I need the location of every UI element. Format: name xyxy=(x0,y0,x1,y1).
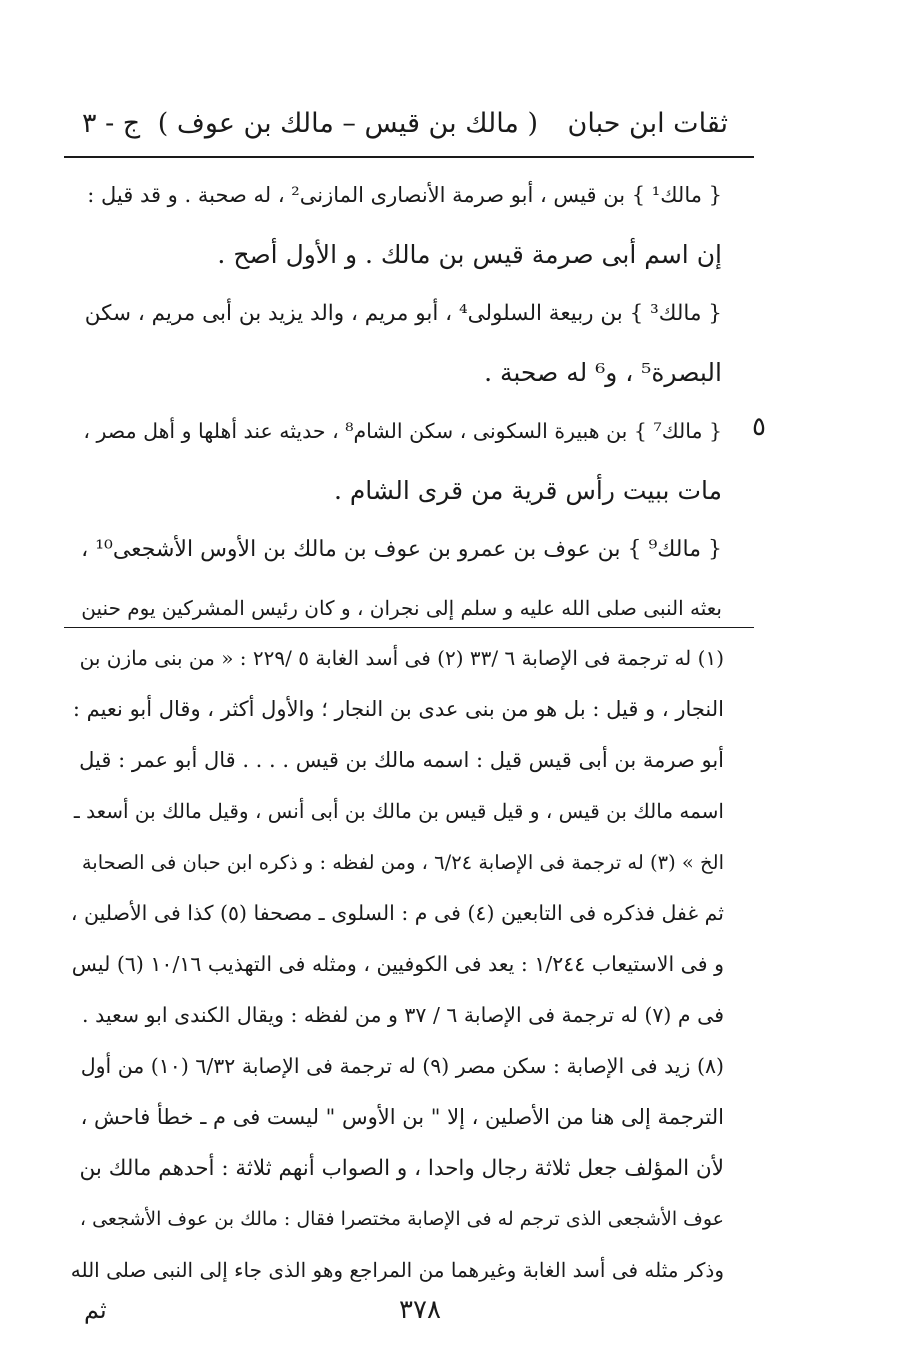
footnote-line: و فى الاستيعاب ١/٢٤٤ : يعد فى الكوفيين ، ومثله فى التهذيب ١٠/١٦ (٦) ليس xyxy=(71,952,724,976)
header-book-title: ثقات ابن حبان xyxy=(567,108,728,139)
margin-line-number: ٥ xyxy=(752,412,766,442)
main-text xyxy=(78,166,722,638)
header-divider xyxy=(64,156,754,158)
footnote-line: الترجمة إلى هنا من الأصلين ، إلا " بن الأوس " ليست فى م ـ خطأ فاحش ، xyxy=(80,1105,724,1129)
body-line: مات ببيت رأس قرية من قرى الشام . xyxy=(333,476,722,505)
footnote-line: (٨) زيد فى الإصابة : سكن مصر (٩) له ترجمة فى الإصابة ٦/٣٢ (١٠) من أول xyxy=(80,1054,724,1078)
body-line: { مالك⁷ } بن هبيرة السكونى ، سكن الشام⁸ ، حديثه عند أهلها و أهل مصر ، xyxy=(83,419,722,443)
footnote-line: (١) له ترجمة فى الإصابة ٦ /٣٣ (٢) فى أسد الغابة ٥ /٢٢٩ : « من بنى مازن بن xyxy=(79,646,724,670)
footnote-divider xyxy=(64,627,754,628)
page-number: ٣٧٨ xyxy=(399,1295,441,1325)
body-line: { مالك⁹ } بن عوف بن عمرو بن عوف بن مالك بن الأوس الأشجعى¹⁰ ، xyxy=(81,537,722,562)
header-volume: ج - ٣ xyxy=(82,108,141,139)
footnote-line: أبو صرمة بن أبى قيس قيل : اسمه مالك بن قيس . . . . قال أبو عمر : قيل xyxy=(79,748,724,772)
footnote-line: عوف الأشجعى الذى ترجم له فى الإصابة مختصرا فقال : مالك بن عوف الأشجعى ، xyxy=(79,1208,724,1230)
body-line: إن اسم أبى صرمة قيس بن مالك . و الأول أصح . xyxy=(217,240,722,269)
running-header xyxy=(70,104,728,144)
body-line: { مالك³ } بن ربيعة السلولى⁴ ، أبو مريم ، والد يزيد بن أبى مريم ، سكن xyxy=(84,301,722,326)
footnote-line: اسمه مالك بن قيس ، و قيل قيس بن مالك بن أبى أنس ، وقيل مالك بن أسعد ـ xyxy=(73,799,724,823)
footnote-line: لأن المؤلف جعل ثلاثة رجال واحدا ، و الصواب أنهم ثلاثة : أحدهم مالك بن xyxy=(79,1156,724,1181)
footnote-line: ثم غفل فذكره فى التابعين (٤) فى م : السلوى ـ مصحفا (٥) كذا فى الأصلين ، xyxy=(70,901,724,925)
footnote-line: الخ » (٣) له ترجمة فى الإصابة ٦/٢٤ ، ومن لفظه : و ذكره ابن حبان فى الصحابة xyxy=(81,851,724,874)
footnotes xyxy=(70,633,724,1296)
body-line: البصرة⁵ ، و⁶ له صحبة . xyxy=(484,358,722,387)
body-line: { مالك¹ } بن قيس ، أبو صرمة الأنصارى المازنى² ، له صحبة . و قد قيل : xyxy=(87,183,722,207)
body-line: بعثه النبى صلى الله عليه و سلم إلى نجران ، و كان رئيس المشركين يوم حنين xyxy=(81,596,722,620)
footnote-line: وذكر مثله فى أسد الغابة وغيرهما من المراجع وهو الذى جاء إلى النبى صلى الله xyxy=(70,1258,724,1282)
footnote-line: فى م (٧) له ترجمة فى الإصابة ٦ / ٣٧ و من لفظه : ويقال الكندى ابو سعيد . xyxy=(82,1003,724,1027)
catchword: ثم xyxy=(84,1296,107,1324)
header-section-title: ( مالك بن قيس – مالك بن عوف ) xyxy=(157,108,538,139)
footnote-line: النجار ، و قيل : بل هو من بنى عدى بن النجار ؛ والأول أكثر ، وقال أبو نعيم : xyxy=(72,697,724,721)
